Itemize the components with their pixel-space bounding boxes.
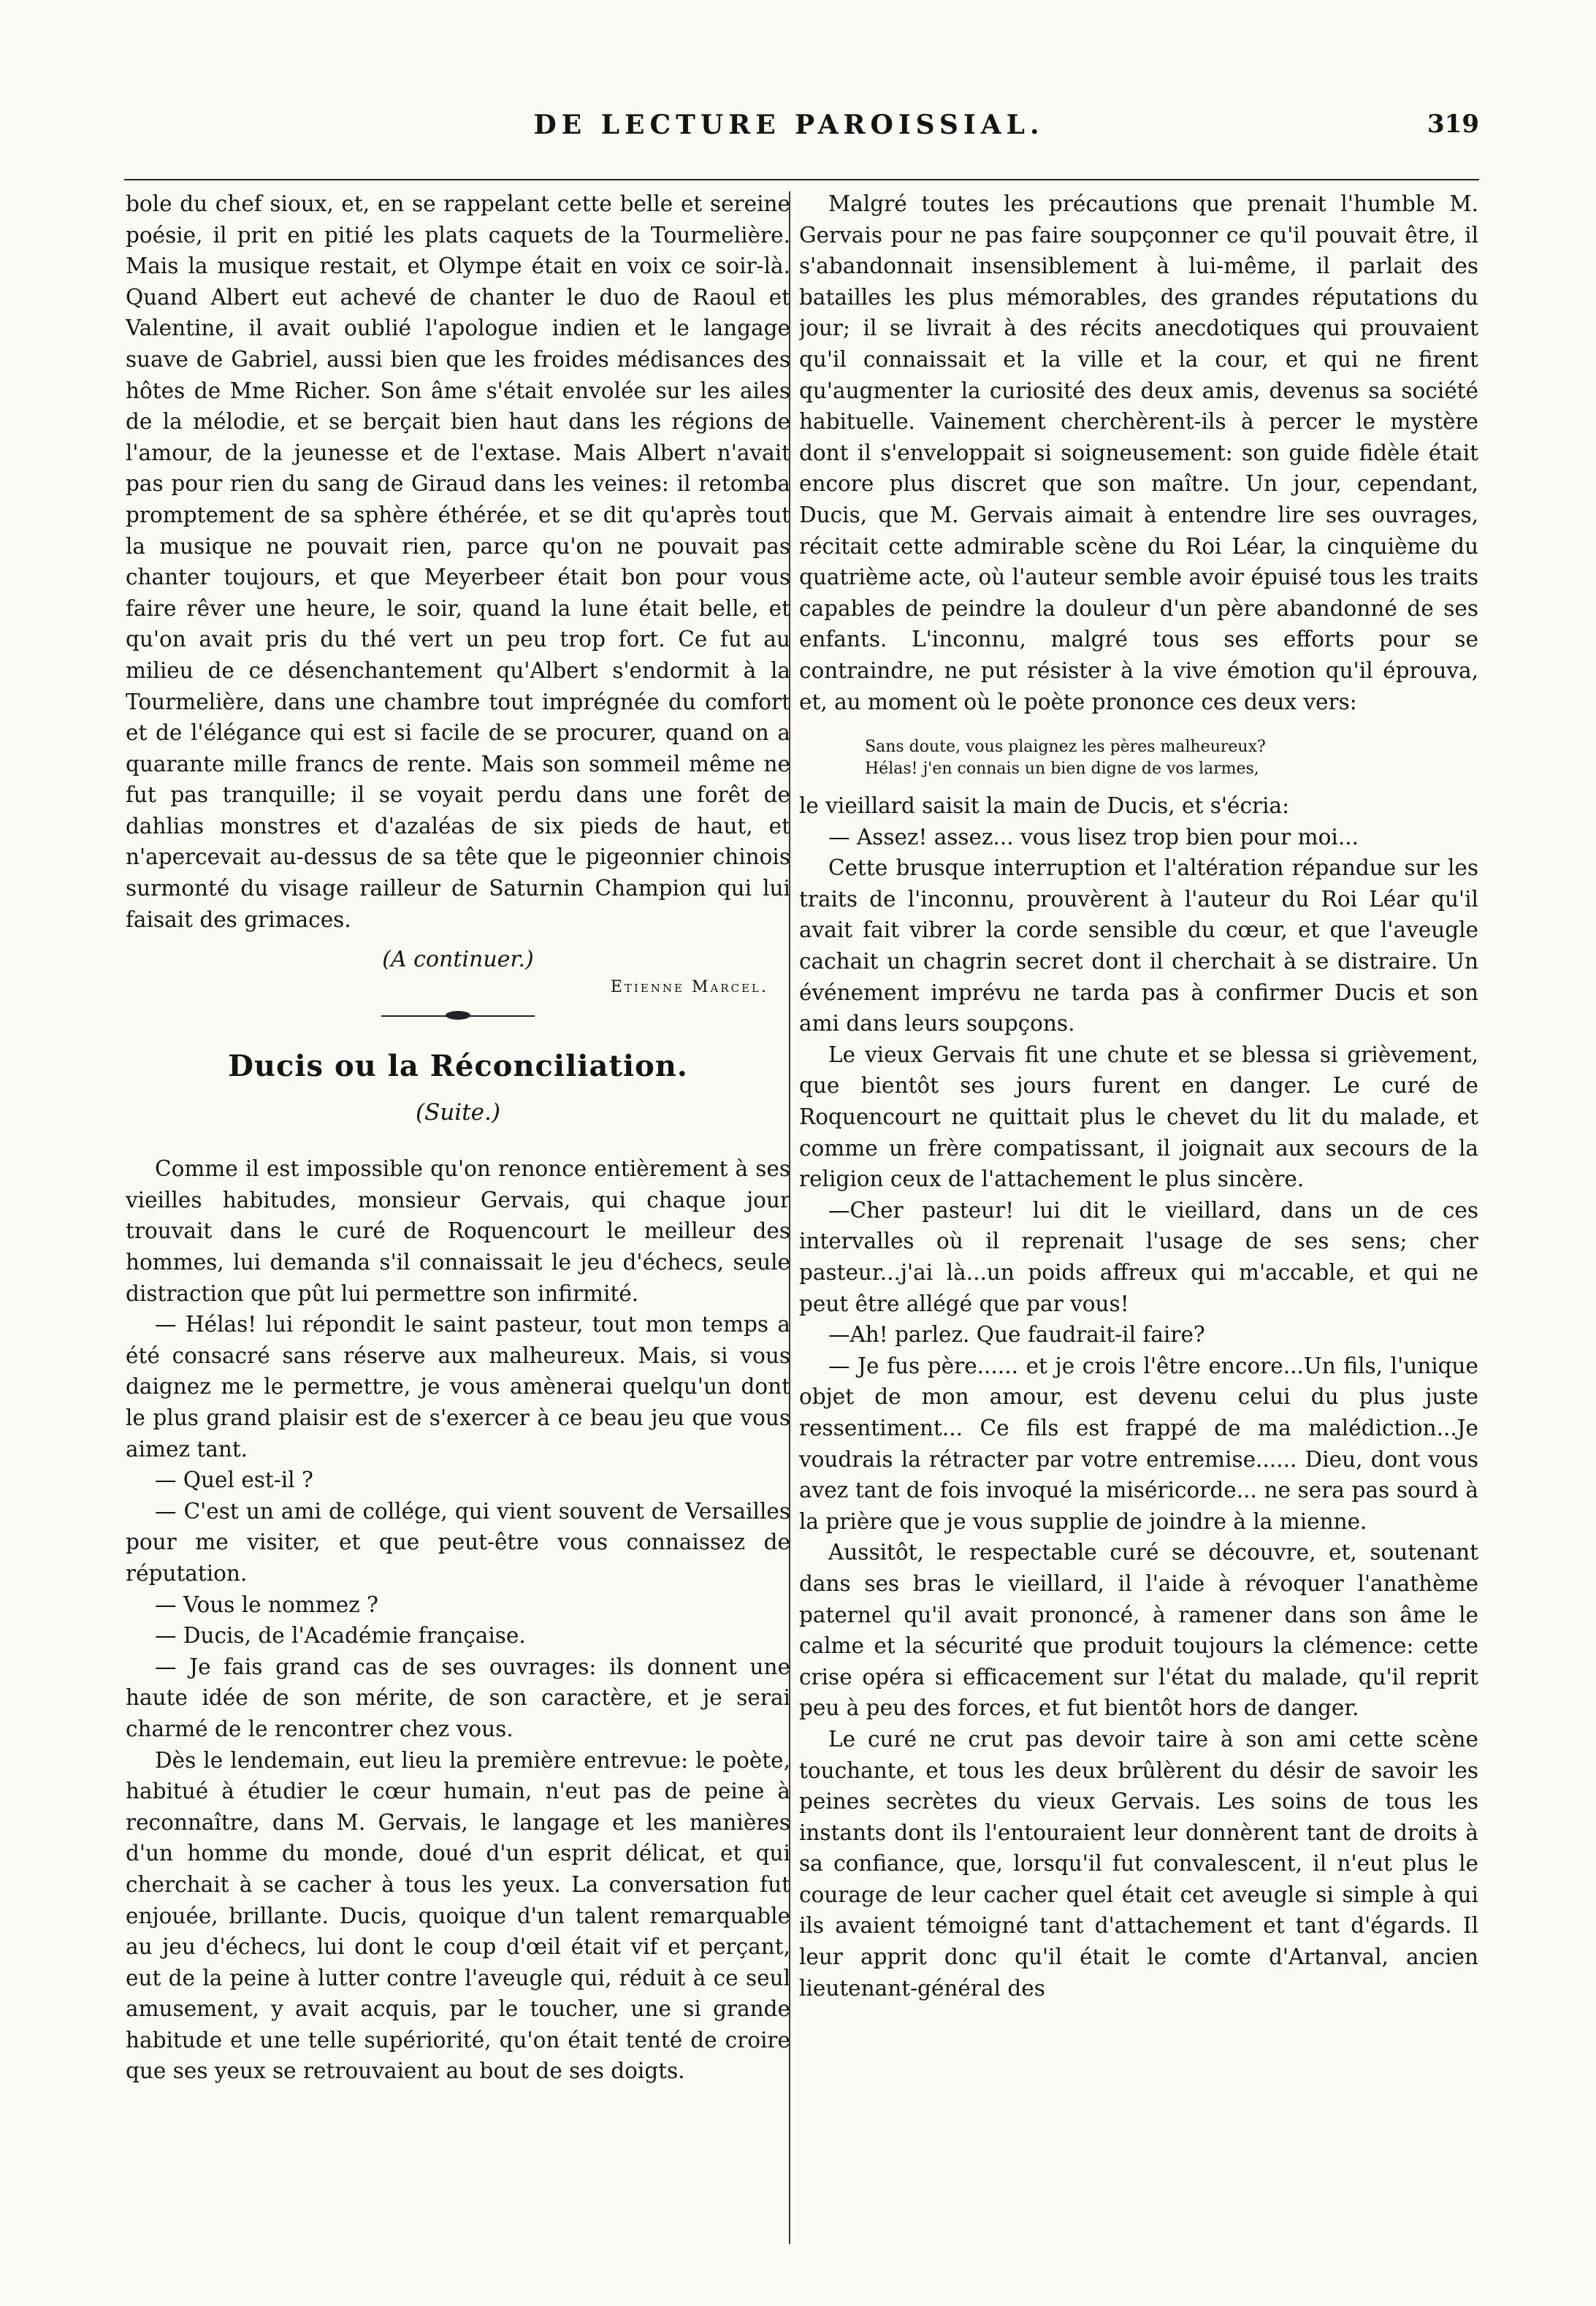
- column-divider: [789, 191, 790, 2244]
- article-paragraph: Dès le lendemain, eut lieu la première entrevue: le poète, habitué à étudier le cœur humain, n'eut pas de peine à reconnaître, dans M. Gervais, le langage et les manières d'un homme du monde, doué d'un esprit délicat, et qui cherchait à se cacher à tous les yeux. La conversation fut enjouée, brillante. Ducis, quoique d'un talent remarquable au jeu d'échecs, lui dont le coup d'œil était vif et perçant, eut de la peine à lutter contre l'aveugle qui, réduit à ce seul amusement, y avait acquis, par le toucher, une si grande habitude et une telle supériorité, qu'on était tenté de croire que ses yeux se retrouvaient au bout de ses doigts.: [126, 1747, 790, 2084]
- serial-text-paragraph: bole du chef sioux, et, en se rappelant cette belle et sereine poésie, il prit en pitié les plats caquets de la Tourmelière. Mais la musique restait, et Olympe était en voix ce soir-là. Quand Albert eut achevé de chanter le duo de Raoul et Valentine, il avait oublié l'apologue indien et le langage suave de Gabriel, aussi bien que les froides médisances des hôtes de Mme Richer. Son âme s'était envolée sur les ailes de la mélodie, et se berçait bien haut dans les régions de l'amour, de la jeunesse et de l'extase. Mais Albert n'avait pas pour rien du sang de Giraud dans les veines: il retomba promptement de sa sphère éthérée, et se dit qu'après tout la musique ne pouvait rien, parce qu'on ne pouvait pas chanter toujours, et que Meyerbeer était bon pour vous faire rêver une heure, le soir, quand la lune était belle, et qu'on avait pris du thé vert un peu trop fort. Ce fut au milieu de ce désenchantement qu'Albert s'endormit à la Tourmelière, dans une chambre tout imprégnée du comfort et de l'élégance qui est si facile de se procurer, quand on a quarante mille francs de rente. Mais son sommeil même ne fut pas tranquille; il se voyait perdu dans une forêt de dahlias monstres et d'azaléas de six pieds de haut, et n'apercevait au-dessus de sa tête que le pigeonnier chinois surmonté du visage railleur de Saturnin Champion qui lui faisait des grimaces.: [126, 191, 790, 932]
- article-paragraph: le vieillard saisit la main de Ducis, et s'écria:: [799, 793, 1290, 819]
- ornament-icon: [446, 1011, 470, 1020]
- header-rule: [124, 179, 1479, 180]
- article-paragraph: Comme il est impossible qu'on renonce entièrement à ses vieilles habitudes, monsieur Gervais, qui chaque jour trouvait dans le curé de Roquencourt le meilleur des hommes, lui demanda s'il connaissait le jeu d'échecs, seule distraction que pût lui permettre son infirmité.: [126, 1156, 790, 1306]
- article-paragraph: Malgré toutes les précautions que prenait l'humble M. Gervais pour ne pas faire soupçonner ce qu'il pouvait être, il s'abandonnait insensiblement à lui-même, il parlait des batailles les plus mémorables, des grandes réputations du jour; il se livrait à des récits anecdotiques qui prouvaient qu'il connaissait et la ville et la cour, et qui ne firent qu'augmenter la curiosité des deux amis, devenus sa société habituelle. Vainement cherchèrent-ils à percer le mystère dont il s'enveloppait si soigneusement: son guide fidèle était encore plus discret que son maître. Un jour, cependant, Ducis, que M. Gervais aimait à entendre lire ses ouvrages, récitait cette admirable scène du Roi Léar, la cinquième du quatrième acte, où l'auteur semble avoir épuisé tous les traits capables de peindre la douleur d'un père abandonné de ses enfants. L'inconnu, malgré tous ses efforts pour se contraindre, ne put résister à la vive émotion qu'il éprouva, et, au moment où le poète prononce ces deux vers:: [799, 191, 1478, 714]
- verse-line: Sans doute, vous plaignez les pères malheureux?: [865, 738, 1266, 757]
- article-paragraph: Le vieux Gervais fit une chute et se blessa si grièvement, que bientôt ses jours furent en danger. Le curé de Roquencourt ne quittait plus le chevet du lit du malade, et comme un frère compatissant, il joignait aux secours de la religion ceux de l'attachement le plus sincère.: [799, 1042, 1478, 1192]
- article-paragraph: — Assez! assez... vous lisez trop bien pour moi...: [828, 824, 1359, 850]
- article-paragraph: — Quel est-il ?: [155, 1467, 313, 1493]
- page-header: [0, 110, 1596, 153]
- continuation-note: (A continuer.): [382, 947, 534, 973]
- article-paragraph: — Ducis, de l'Académie française.: [155, 1623, 526, 1649]
- article-paragraph: Cette brusque interruption et l'altération répandue sur les traits de l'inconnu, prouvèrent à l'auteur du Roi Léar qu'il avait fait vibrer la corde sensible du cœur, et que l'aveugle cachait un chagrin secret dont il cherchait à se distraire. Un événement imprévu ne tarda pas à confirmer Ducis et son ami dans leurs soupçons.: [799, 855, 1478, 1036]
- verse-line: Hélas! j'en connais un bien digne de vos larmes,: [865, 760, 1259, 779]
- left-column: [126, 188, 790, 2234]
- article-paragraph: — Je fais grand cas de ses ouvrages: ils donnent une haute idée de son mérite, de son caractère, et je serai charmé de le rencontrer chez vous.: [126, 1654, 790, 1741]
- article-paragraph: Le curé ne crut pas devoir taire à son ami cette scène touchante, et tous les deux brûlèrent du désir de savoir les peines secrètes du vieux Gervais. Les soins de tous les instants dont ils l'entouraient leur donnèrent tant de droits à sa confiance, que, lorsqu'il fut convalescent, il n'eut plus le courage de leur cacher quel était cet aveugle si simple à qui ils avaient témoigné tant d'attachement et tant d'égards. Il leur apprit donc qu'il était le comte d'Artanval, ancien lieutenant-général des: [799, 1726, 1478, 2001]
- article-paragraph: — Vous le nommez ?: [155, 1592, 378, 1617]
- article-paragraph: — Je fus père...... et je crois l'être encore...Un fils, l'unique objet de mon amour, est devenu celui du plus juste ressentiment... Ce fils est frappé de ma malédiction...Je voudrais la rétracter par votre entremise...... Dieu, dont vous avez tant de fois invoqué la miséricorde... ne sera pas sourd à la prière que je vous supplie de joindre à la mienne.: [799, 1353, 1478, 1534]
- article-paragraph: —Cher pasteur! lui dit le vieillard, dans un de ces intervalles où il reprenait l'usage de ses sens; cher pasteur...j'ai là...un poids affreux qui m'accable, et qui ne peut être allégé que par vous!: [799, 1197, 1478, 1316]
- author-signature: Etienne Marcel.: [610, 978, 768, 997]
- article-paragraph: — C'est un ami de collége, qui vient souvent de Versailles pour me visiter, et que peut-être vous connaissez de réputation.: [126, 1498, 790, 1586]
- article-title: Ducis ou la Réconciliation.: [228, 1049, 688, 1084]
- article-paragraph: —Ah! parlez. Que faudrait-il faire?: [828, 1322, 1205, 1348]
- article-subtitle: (Suite.): [416, 1099, 500, 1126]
- page-number: 319: [1427, 110, 1479, 139]
- verse-quote: [865, 736, 1478, 780]
- article-paragraph: — Hélas! lui répondit le saint pasteur, tout mon temps a été consacré sans réserve aux malheureux. Mais, si vous daignez me le permettre, je vous amènerai quelqu'un dont le plus grand plaisir est de s'exercer à ce beau jeu que vous aimez tant.: [126, 1312, 790, 1462]
- article-paragraph: Aussitôt, le respectable curé se découvre, et, soutenant dans ses bras le vieillard, il l'aide à révoquer l'anathème paternel qu'il avait prononcé, à ramener dans son âme le calme et la sécurité que produit toujours la clémence: cette crise opéra si efficacement sur l'état du malade, qu'il reprit peu à peu des forces, et fut bientôt hors de danger.: [799, 1540, 1478, 1721]
- running-title: DE LECTURE PAROISSIAL.: [533, 110, 1045, 140]
- section-divider-ornament: [381, 1012, 535, 1020]
- right-column: [799, 188, 1478, 2234]
